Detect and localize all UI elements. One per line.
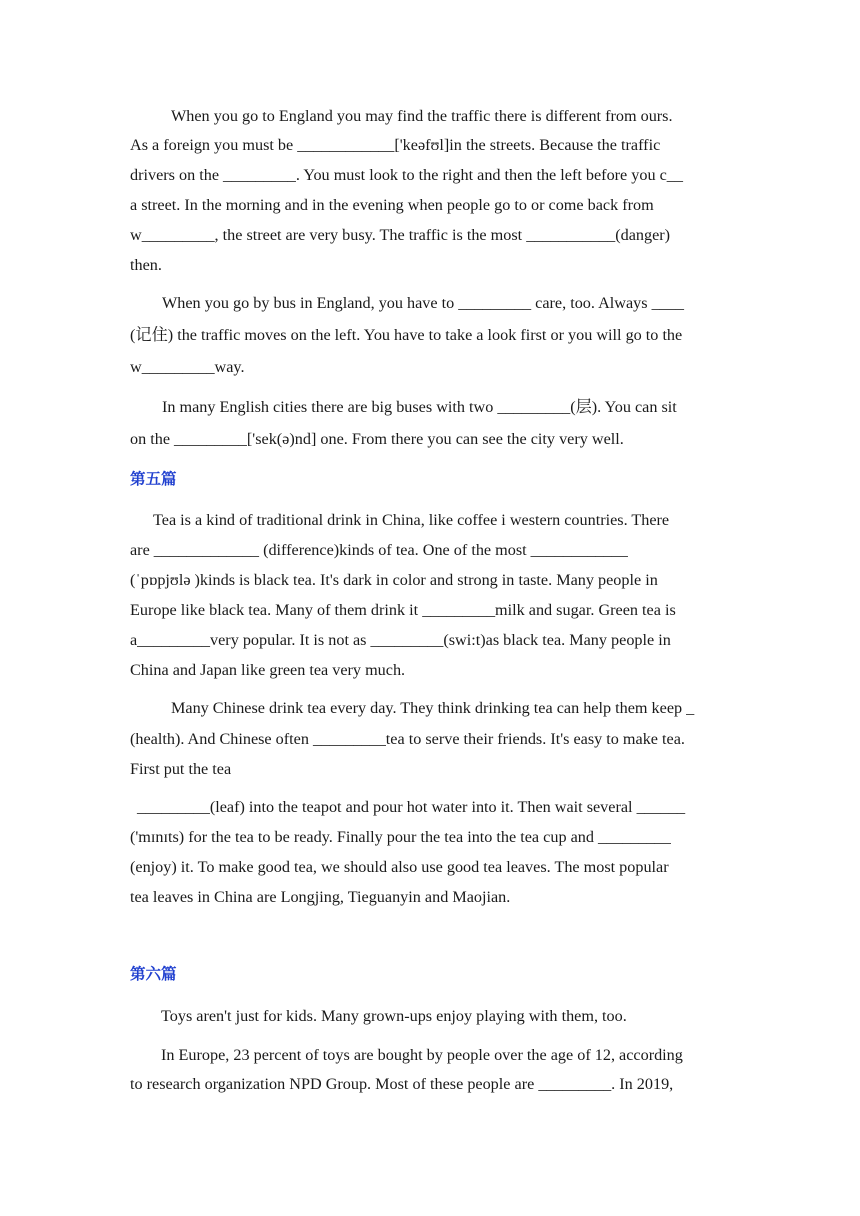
- text-line: w_________, the street are very busy. The traffic is the most ___________(danger): [130, 226, 671, 244]
- text-line: China and Japan like green tea very much.: [130, 661, 406, 679]
- text-line: then.: [130, 256, 162, 274]
- text-line: (health). And Chinese often _________tea to serve their friends. It's easy to make tea.: [130, 730, 685, 748]
- text-line: Europe like black tea. Many of them drink it _________milk and sugar. Green tea is: [130, 601, 676, 619]
- text-line: a street. In the morning and in the evening when people go to or come back from: [130, 196, 654, 214]
- text-line: When you go to England you may find the traffic there is different from ours.: [171, 107, 673, 125]
- text-line: (enjoy) it. To make good tea, we should also use good tea leaves. The most popular: [130, 858, 669, 876]
- text-line: a_________very popular. It is not as _________(swi:t)as black tea. Many people in: [130, 631, 671, 649]
- section-heading: 第六篇: [130, 965, 177, 983]
- text-line: to research organization NPD Group. Most of these people are _________. In 2019,: [130, 1075, 674, 1093]
- text-line: First put the tea: [130, 760, 232, 778]
- text-line: are _____________ (difference)kinds of tea. One of the most ____________: [130, 541, 628, 559]
- text-line: When you go by bus in England, you have to _________ care, too. Always ____: [162, 294, 684, 312]
- text-line: In many English cities there are big buses with two _________(层). You can sit: [162, 398, 677, 416]
- section-heading: 第五篇: [130, 470, 177, 488]
- text-line: tea leaves in China are Longjing, Tieguanyin and Maojian.: [130, 888, 511, 906]
- text-line: As a foreign you must be ____________['keəfʊl]in the streets. Because the traffic: [130, 136, 661, 154]
- text-line: w_________way.: [130, 358, 245, 376]
- text-line: Toys aren't just for kids. Many grown-ups enjoy playing with them, too.: [161, 1007, 627, 1025]
- text-line: on the _________['sek(ə)nd] one. From there you can see the city very well.: [130, 430, 624, 448]
- text-line: (ˈpɒpjʊlə )kinds is black tea. It's dark in color and strong in taste. Many people in: [130, 571, 658, 589]
- text-line: In Europe, 23 percent of toys are bought by people over the age of 12, according: [161, 1046, 683, 1064]
- text-line: drivers on the _________. You must look to the right and then the left before you c__: [130, 166, 683, 184]
- text-line: Tea is a kind of traditional drink in China, like coffee i western countries. There: [153, 511, 670, 529]
- text-line: Many Chinese drink tea every day. They think drinking tea can help them keep _: [171, 699, 695, 717]
- text-line: ('mɪnɪts) for the tea to be ready. Finally pour the tea into the tea cup and _________: [130, 828, 671, 846]
- text-line: _________(leaf) into the teapot and pour hot water into it. Then wait several ______: [137, 798, 686, 816]
- text-line: (记住) the traffic moves on the left. You have to take a look first or you will go to the: [130, 326, 683, 344]
